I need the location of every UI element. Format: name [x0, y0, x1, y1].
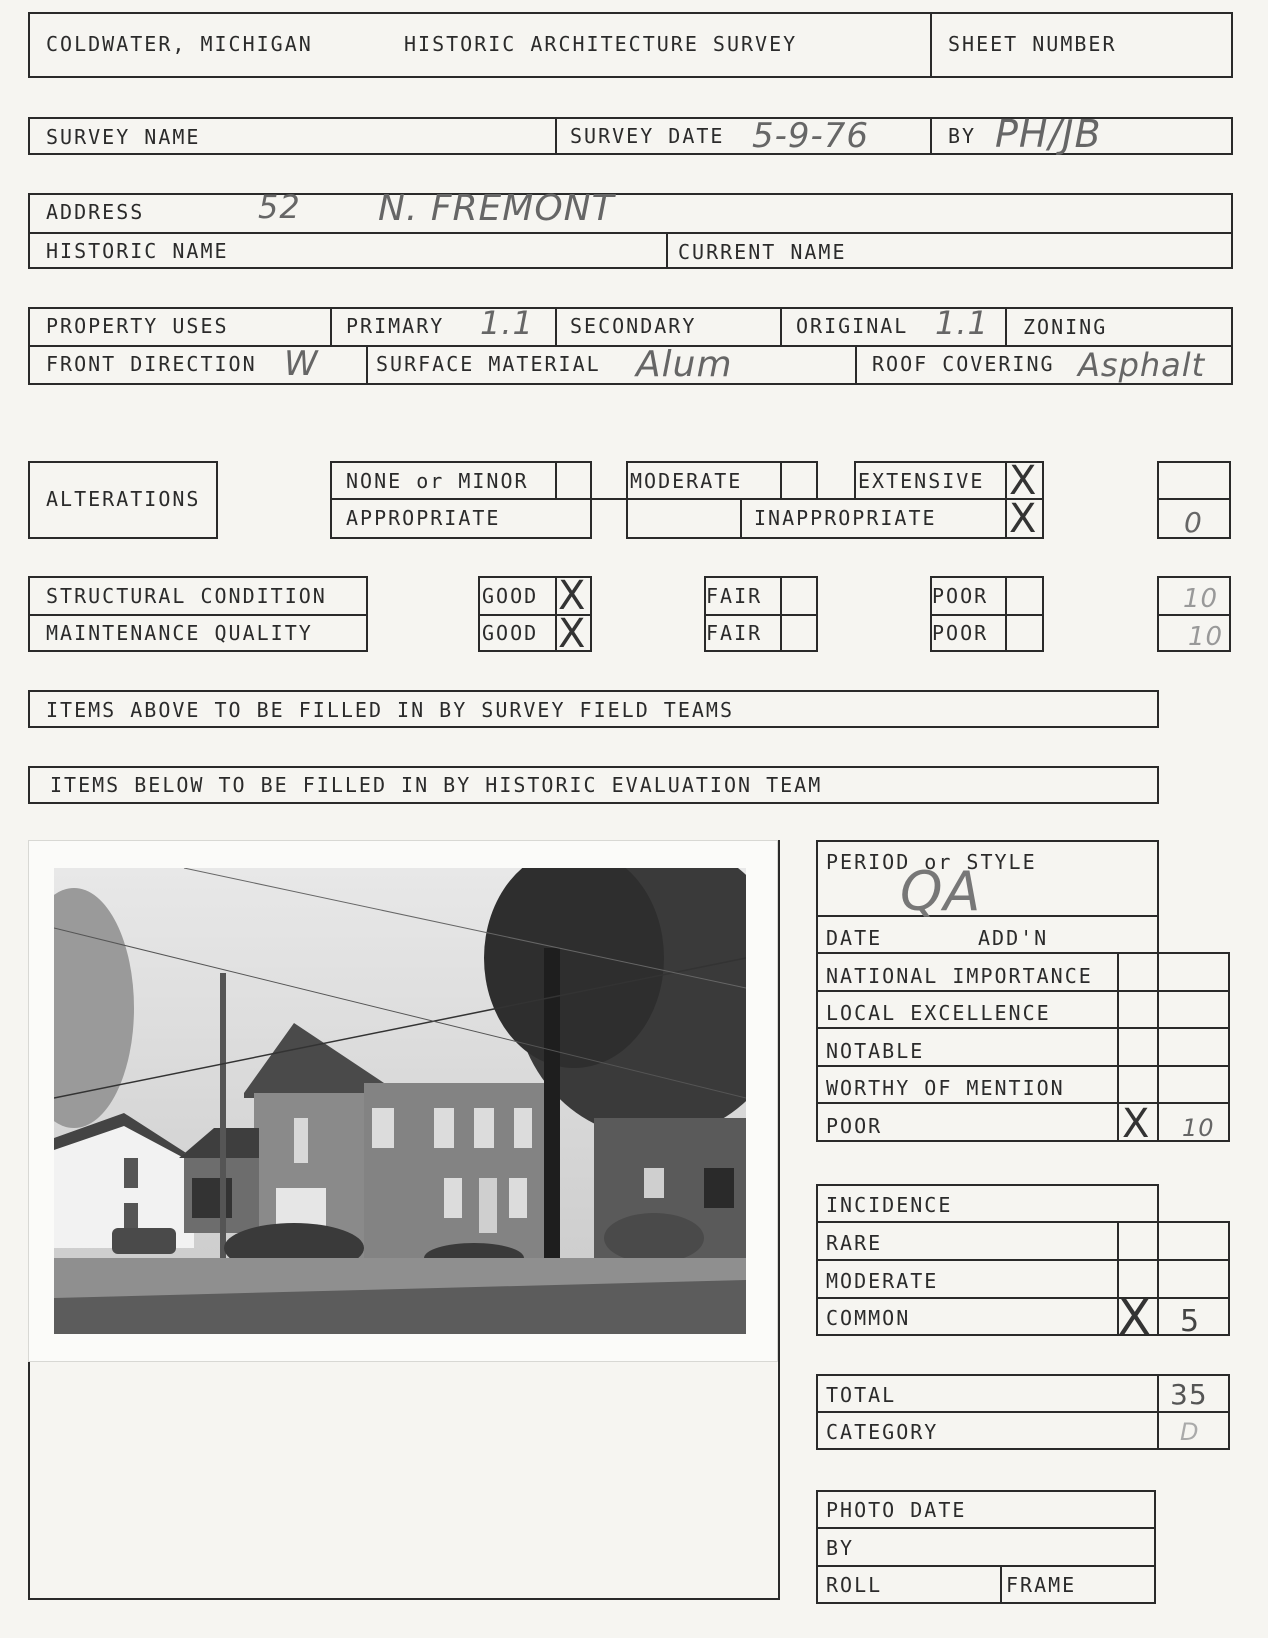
structural-score: 10 [1183, 584, 1219, 614]
incidence-common: COMMON [826, 1306, 911, 1330]
alterations-label: ALTERATIONS [46, 487, 201, 511]
appropriate-label: APPROPRIATE [346, 506, 501, 530]
incidence-label: INCIDENCE [826, 1193, 953, 1217]
maintenance-poor-label: POOR [932, 621, 989, 645]
form-title: HISTORIC ARCHITECTURE SURVEY [404, 32, 798, 56]
incidence-common-score: 5 [1180, 1304, 1201, 1339]
survey-date-value: 5-9-76 [752, 116, 870, 156]
original-value: 1.1 [935, 304, 989, 342]
period-style-label: PERIOD or STYLE [826, 850, 1037, 874]
eval-date-value: ADD'N [978, 926, 1049, 950]
eval-row-local-excellence: LOCAL EXCELLENCE [826, 1001, 1051, 1025]
incidence-common-mark: X [1118, 1290, 1151, 1346]
items-below-note: ITEMS BELOW TO BE FILLED IN BY HISTORIC EVALUATION TEAM [50, 773, 823, 797]
eval-date-label: DATE [826, 926, 883, 950]
moderate-label: MODERATE [630, 469, 743, 493]
survey-by-value: PH/JB [995, 112, 1102, 156]
maintenance-score: 10 [1188, 622, 1224, 652]
maintenance-good-mark: X [558, 611, 586, 657]
total-label: TOTAL [826, 1383, 897, 1407]
primary-label: PRIMARY [346, 314, 445, 338]
inappropriate-label: INAPPROPRIATE [754, 506, 937, 530]
structural-fair-label: FAIR [706, 584, 763, 608]
property-uses-label: PROPERTY USES [46, 314, 229, 338]
roof-covering-label: ROOF COVERING [872, 352, 1055, 376]
roll-label: ROLL [826, 1573, 883, 1597]
maintenance-quality-label: MAINTENANCE QUALITY [46, 621, 313, 645]
eval-row-poor: POOR [826, 1114, 883, 1138]
extensive-mark: X [1009, 458, 1037, 504]
alterations-score: 0 [1184, 506, 1203, 539]
frame-label: FRAME [1006, 1573, 1077, 1597]
maintenance-fair-label: FAIR [706, 621, 763, 645]
eval-row-notable: NOTABLE [826, 1039, 925, 1063]
total-value: 35 [1170, 1378, 1208, 1411]
primary-value: 1.1 [480, 304, 534, 342]
category-label: CATEGORY [826, 1420, 939, 1444]
period-style-value: QA [900, 860, 982, 923]
incidence-moderate: MODERATE [826, 1269, 939, 1293]
roof-covering-value: Asphalt [1078, 346, 1206, 384]
maintenance-good-label: GOOD [482, 621, 539, 645]
inappropriate-mark: X [1009, 496, 1037, 542]
eval-row-national-importance: NATIONAL IMPORTANCE [826, 964, 1093, 988]
house-photo-image [54, 868, 746, 1334]
house-photograph [54, 868, 746, 1334]
photo-date-label: PHOTO DATE [826, 1498, 967, 1522]
structural-poor-label: POOR [932, 584, 989, 608]
address-street: N. FREMONT [378, 188, 615, 229]
eval-poor-score: 10 [1182, 1114, 1215, 1142]
eval-row-worthy-of-mention: WORTHY OF MENTION [826, 1076, 1065, 1100]
eval-poor-mark: X [1122, 1101, 1150, 1147]
none-minor-label: NONE or MINOR [346, 469, 529, 493]
historic-name-label: HISTORIC NAME [46, 239, 229, 263]
surface-material-value: Alum [636, 344, 733, 385]
survey-name-label: SURVEY NAME [46, 125, 201, 149]
address-label: ADDRESS [46, 200, 145, 224]
category-value: D [1180, 1418, 1200, 1446]
current-name-label: CURRENT NAME [678, 240, 847, 264]
front-direction-label: FRONT DIRECTION [46, 352, 257, 376]
items-above-note: ITEMS ABOVE TO BE FILLED IN BY SURVEY FIELD TEAMS [46, 698, 735, 722]
address-number: 52 [258, 188, 301, 226]
survey-date-label: SURVEY DATE [570, 124, 725, 148]
extensive-label: EXTENSIVE [858, 469, 985, 493]
structural-good-label: GOOD [482, 584, 539, 608]
secondary-label: SECONDARY [570, 314, 697, 338]
survey-by-label: BY [948, 124, 977, 148]
structural-condition-label: STRUCTURAL CONDITION [46, 584, 327, 608]
incidence-rare: RARE [826, 1231, 883, 1255]
sheet-number-label: SHEET NUMBER [948, 32, 1117, 56]
surface-material-label: SURFACE MATERIAL [376, 352, 601, 376]
original-label: ORIGINAL [796, 314, 909, 338]
city-label: COLDWATER, MICHIGAN [46, 32, 313, 56]
front-direction-value: W [284, 344, 319, 384]
structural-good-mark: X [558, 573, 586, 619]
zoning-label: ZONING [1023, 315, 1108, 339]
photo-by-label: BY [826, 1536, 855, 1560]
